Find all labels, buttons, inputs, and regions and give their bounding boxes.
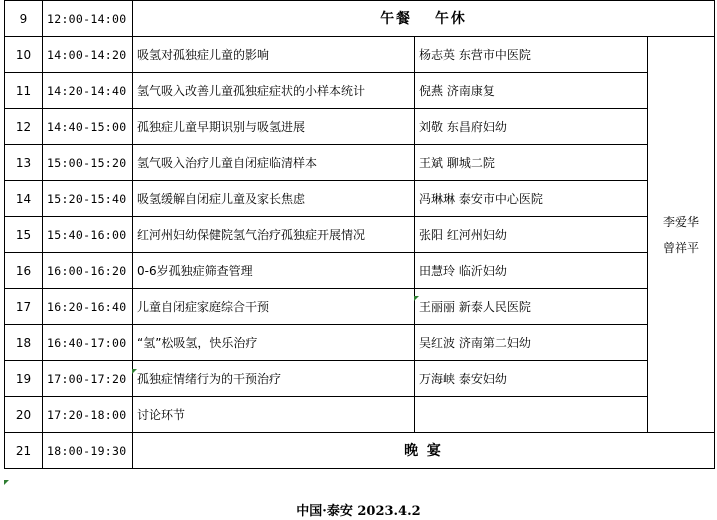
dinner-label: 晚 宴 [133, 433, 715, 469]
time-slot: 14:20-14:40 [43, 73, 133, 109]
row-number: 11 [5, 73, 43, 109]
speaker: 冯琳琳 泰安市中心医院 [415, 181, 648, 217]
session-chairs [648, 37, 715, 433]
speaker: 张阳 红河州妇幼 [415, 217, 648, 253]
talk-topic: 儿童自闭症家庭综合干预 [133, 289, 415, 325]
talk-topic: 0-6岁孤独症筛查管理 [133, 253, 415, 289]
cell-comment-marker [4, 480, 9, 485]
speaker: 刘敬 东昌府妇幼 [415, 109, 648, 145]
speaker [415, 397, 648, 433]
time-slot: 14:00-14:20 [43, 37, 133, 73]
time-slot: 16:00-16:20 [43, 253, 133, 289]
row-number: 19 [5, 361, 43, 397]
time-slot: 18:00-19:30 [43, 433, 133, 469]
talk-topic: 吸氢对孤独症儿童的影响 [133, 37, 415, 73]
chair-name: 曾祥平 [663, 240, 700, 255]
table-row [5, 433, 715, 469]
row-number: 9 [5, 1, 43, 37]
table-row [5, 37, 715, 73]
table-row [5, 397, 715, 433]
time-slot: 14:40-15:00 [43, 109, 133, 145]
table-row [5, 145, 715, 181]
talk-topic: 氢气吸入改善儿童孤独症症状的小样本统计 [133, 73, 415, 109]
speaker: 倪燕 济南康复 [415, 73, 648, 109]
row-number: 13 [5, 145, 43, 181]
time-slot: 15:00-15:20 [43, 145, 133, 181]
row-number: 10 [5, 37, 43, 73]
table-row [5, 181, 715, 217]
time-slot: 16:40-17:00 [43, 325, 133, 361]
speaker: 万海峡 泰安妇幼 [415, 361, 648, 397]
talk-topic: 红河州妇幼保健院氢气治疗孤独症开展情况 [133, 217, 415, 253]
row-number: 18 [5, 325, 43, 361]
row-number: 20 [5, 397, 43, 433]
cell-comment-marker [414, 296, 419, 301]
table-row [5, 289, 715, 325]
talk-topic: 孤独症儿童早期识别与吸氢进展 [133, 109, 415, 145]
time-slot: 15:20-15:40 [43, 181, 133, 217]
row-number: 17 [5, 289, 43, 325]
row-number: 16 [5, 253, 43, 289]
talk-topic: 吸氢缓解自闭症儿童及家长焦虑 [133, 181, 415, 217]
time-slot: 17:00-17:20 [43, 361, 133, 397]
table-row [5, 253, 715, 289]
table-row [5, 325, 715, 361]
row-number: 14 [5, 181, 43, 217]
time-slot: 16:20-16:40 [43, 289, 133, 325]
lunch-break-label: 午餐 午休 [133, 1, 715, 37]
speaker: 王斌 聊城二院 [415, 145, 648, 181]
time-slot: 17:20-18:00 [43, 397, 133, 433]
chair-name: 李爱华 [663, 214, 700, 229]
row-number: 15 [5, 217, 43, 253]
talk-topic: 氢气吸入治疗儿童自闭症临清样本 [133, 145, 415, 181]
row-number: 12 [5, 109, 43, 145]
footer-location-date: 中国·泰安 2023.4.2 [296, 504, 421, 519]
schedule-table [4, 0, 715, 469]
speaker: 吴红波 济南第二妇幼 [415, 325, 648, 361]
cell-comment-marker [132, 369, 137, 374]
row-number: 21 [5, 433, 43, 469]
speaker: 王丽丽 新泰人民医院 [415, 289, 648, 325]
talk-topic: 讨论环节 [133, 397, 415, 433]
speaker: 杨志英 东营市中医院 [415, 37, 648, 73]
table-row [5, 361, 715, 397]
time-slot: 15:40-16:00 [43, 217, 133, 253]
table-row [5, 73, 715, 109]
table-row [5, 1, 715, 37]
table-row [5, 109, 715, 145]
talk-topic: “氢”松吸氢，快乐治疗 [133, 325, 415, 361]
table-row [5, 217, 715, 253]
time-slot: 12:00-14:00 [43, 1, 133, 37]
speaker: 田慧玲 临沂妇幼 [415, 253, 648, 289]
talk-topic: 孤独症情绪行为的干预治疗 [133, 361, 415, 397]
